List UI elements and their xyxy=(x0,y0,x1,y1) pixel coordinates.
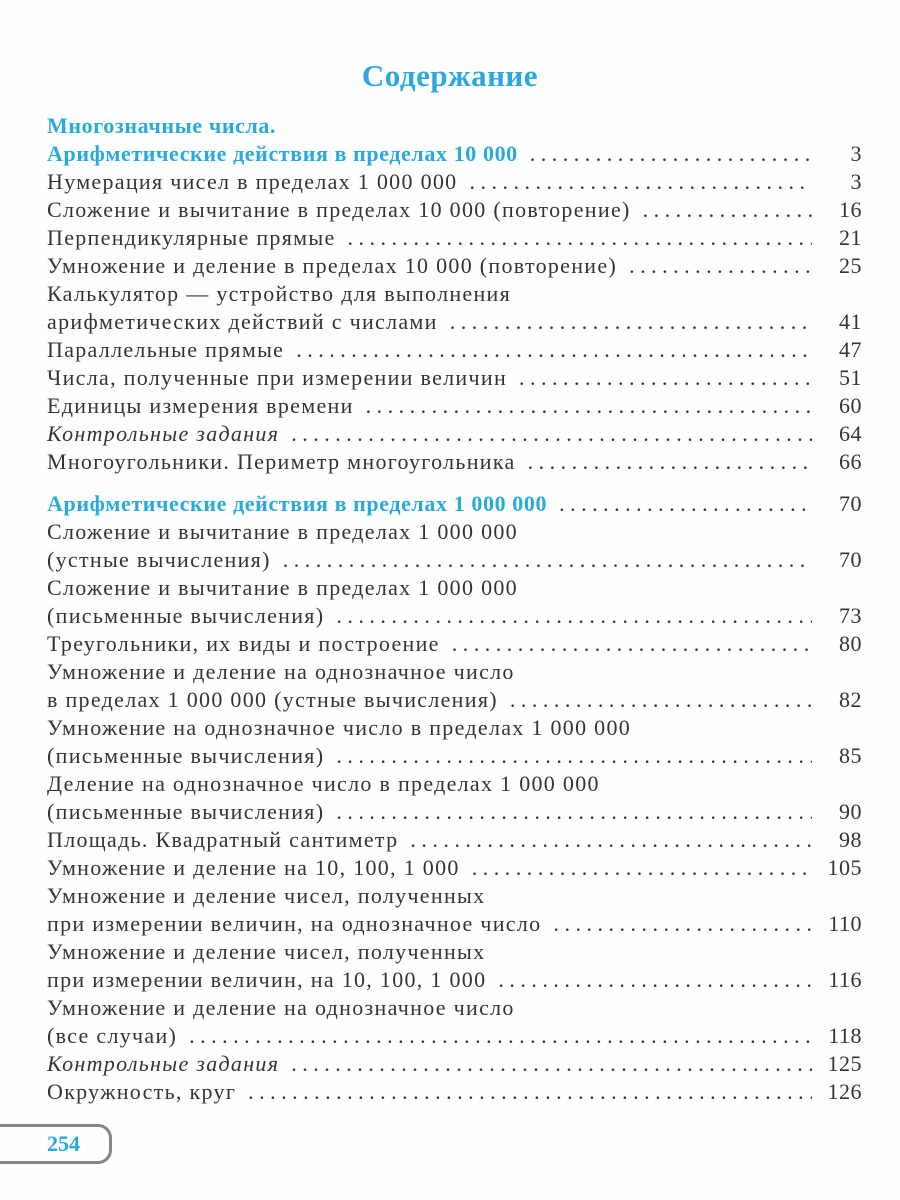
toc-line xyxy=(47,420,862,448)
toc-page-number: 116 xyxy=(828,967,862,992)
toc-line xyxy=(47,112,862,140)
page-title: Содержание xyxy=(361,58,539,93)
dot-leader xyxy=(452,630,812,658)
toc-line-text: Нумерация чисел в пределах 1 000 000 xyxy=(47,169,458,194)
toc-line-text: при измерении величин, на 10, 100, 1 000 xyxy=(47,967,487,992)
dot-leader xyxy=(291,420,812,448)
toc-line xyxy=(47,518,862,546)
toc-line-text: Арифметические действия в пределах 10 000 xyxy=(47,141,518,166)
toc-line-text: Контрольные задания xyxy=(47,1051,280,1076)
toc-line-text: арифметических действий с числами xyxy=(47,309,438,334)
dot-leader xyxy=(336,742,812,770)
toc-line xyxy=(47,910,862,938)
toc-line-text: Площадь. Квадратный сантиметр xyxy=(47,827,399,852)
toc-line-text: Перпендикулярные прямые xyxy=(47,225,336,250)
toc-line xyxy=(47,938,862,966)
dot-leader xyxy=(336,602,812,630)
dot-leader xyxy=(498,966,812,994)
toc-page-number: 51 xyxy=(839,365,862,390)
toc-line-text: Деление на однозначное число в пределах 1 000 000 xyxy=(47,771,600,796)
toc-line-text: при измерении величин, на однозначное число xyxy=(47,911,542,936)
toc-line-text: Многоугольники. Периметр многоугольника xyxy=(47,449,516,474)
toc-line xyxy=(47,336,862,364)
toc-line xyxy=(47,574,862,602)
toc-entry xyxy=(47,1050,862,1078)
toc-line-text: Умножение и деление на 10, 100, 1 000 xyxy=(47,855,460,880)
toc-page-number: 80 xyxy=(839,631,862,656)
toc-page-number: 16 xyxy=(839,197,862,222)
toc-page-number: 70 xyxy=(839,491,862,516)
toc-line xyxy=(47,770,862,798)
toc-line-text: Сложение и вычитание в пределах 1 000 000 xyxy=(47,575,518,600)
toc-line-text: Умножение на однозначное число в пределах 1 000 000 xyxy=(47,715,632,740)
toc-entry xyxy=(47,518,862,574)
toc-entry xyxy=(47,1078,862,1106)
toc-line-text: Сложение и вычитание в пределах 10 000 (повторение) xyxy=(47,197,631,222)
toc-entry xyxy=(47,938,862,994)
toc-line xyxy=(47,602,862,630)
toc-line-text: Треугольники, их виды и построение xyxy=(47,631,440,656)
toc-line xyxy=(47,280,862,308)
toc-entry xyxy=(47,392,862,420)
dot-leader xyxy=(450,308,812,336)
dot-leader xyxy=(291,1050,812,1078)
toc-page-number: 64 xyxy=(839,421,862,446)
toc-line xyxy=(47,966,862,994)
toc-line xyxy=(47,546,862,574)
toc-line-text: Умножение и деление чисел, полученных xyxy=(47,939,486,964)
toc-line xyxy=(47,742,862,770)
dot-leader xyxy=(410,826,812,854)
toc-section-heading xyxy=(47,490,862,518)
toc-line-text: Умножение и деление на однозначное число xyxy=(47,659,515,684)
toc-line xyxy=(47,1022,862,1050)
toc-entry xyxy=(47,168,862,196)
toc-line-text: в пределах 1 000 000 (устные вычисления) xyxy=(47,687,498,712)
page-number: 254 xyxy=(47,1131,80,1156)
toc-page-number: 90 xyxy=(839,799,862,824)
toc-entry xyxy=(47,630,862,658)
toc-page-number: 60 xyxy=(839,393,862,418)
toc-page-number: 25 xyxy=(839,253,862,278)
dot-leader xyxy=(528,448,812,476)
toc-line xyxy=(47,714,862,742)
toc-page-number: 70 xyxy=(839,547,862,572)
toc-page-number: 98 xyxy=(839,827,862,852)
toc-entry xyxy=(47,336,862,364)
toc-line-text: Числа, полученные при измерении величин xyxy=(47,365,508,390)
toc-line-text: Единицы измерения времени xyxy=(47,393,354,418)
toc-page-number: 66 xyxy=(839,449,862,474)
toc-page-number: 3 xyxy=(850,169,862,194)
toc-entry xyxy=(47,574,862,630)
toc-line-text: Параллельные прямые xyxy=(47,337,285,362)
toc-line-text: Контрольные задания xyxy=(47,421,280,446)
dot-leader xyxy=(366,392,812,420)
dot-leader xyxy=(472,854,812,882)
toc-page-number: 105 xyxy=(827,855,862,880)
toc-entry xyxy=(47,252,862,280)
toc-entry xyxy=(47,714,862,770)
toc-page-number: 85 xyxy=(839,743,862,768)
toc-page-number: 47 xyxy=(839,337,862,362)
dot-leader xyxy=(553,910,812,938)
toc-line-text: (письменные вычисления) xyxy=(47,603,325,628)
toc-page-number: 21 xyxy=(839,225,862,250)
toc-line-text: (письменные вычисления) xyxy=(47,743,325,768)
toc-page-number: 118 xyxy=(828,1023,862,1048)
toc-line xyxy=(47,364,862,392)
dot-leader xyxy=(530,140,812,168)
toc-line xyxy=(47,392,862,420)
table-of-contents xyxy=(47,112,862,1106)
toc-line xyxy=(47,168,862,196)
toc-section-heading xyxy=(47,112,862,168)
toc-entry xyxy=(47,882,862,938)
toc-line xyxy=(47,308,862,336)
toc-line xyxy=(47,490,862,518)
toc-entry xyxy=(47,658,862,714)
toc-page-number: 126 xyxy=(827,1079,862,1104)
toc-page-number: 125 xyxy=(827,1051,862,1076)
toc-entry xyxy=(47,364,862,392)
toc-entry xyxy=(47,420,862,448)
toc-line-text: Сложение и вычитание в пределах 1 000 000 xyxy=(47,519,518,544)
toc-line-text: Умножение и деление на однозначное число xyxy=(47,995,515,1020)
toc-line xyxy=(47,882,862,910)
toc-line xyxy=(47,448,862,476)
dot-leader xyxy=(643,196,812,224)
toc-line-text: Умножение и деление в пределах 10 000 (повторение) xyxy=(47,253,618,278)
toc-line xyxy=(47,994,862,1022)
toc-line-text: Калькулятор — устройство для выполнения xyxy=(47,281,512,306)
toc-line xyxy=(47,224,862,252)
dot-leader xyxy=(248,1078,812,1106)
toc-line-text: Умножение и деление чисел, полученных xyxy=(47,883,486,908)
toc-entry xyxy=(47,826,862,854)
dot-leader xyxy=(336,798,812,826)
dot-leader xyxy=(559,490,812,518)
toc-entry xyxy=(47,224,862,252)
toc-line xyxy=(47,1050,862,1078)
toc-page-number: 73 xyxy=(839,603,862,628)
toc-line xyxy=(47,140,862,168)
dot-leader xyxy=(469,168,812,196)
dot-leader xyxy=(629,252,812,280)
toc-line xyxy=(47,854,862,882)
toc-entry xyxy=(47,280,862,336)
toc-page-number: 82 xyxy=(839,687,862,712)
toc-line-text: Окружность, круг xyxy=(47,1079,237,1104)
dot-leader xyxy=(189,1022,812,1050)
toc-line xyxy=(47,658,862,686)
toc-line xyxy=(47,196,862,224)
toc-line xyxy=(47,1078,862,1106)
dot-leader xyxy=(510,686,812,714)
toc-page-number: 3 xyxy=(850,141,862,166)
toc-line-text: (все случаи) xyxy=(47,1023,178,1048)
toc-line xyxy=(47,826,862,854)
toc-entry xyxy=(47,770,862,826)
toc-line-text: Арифметические действия в пределах 1 000 000 xyxy=(47,491,548,516)
toc-line xyxy=(47,252,862,280)
toc-line-text: (устные вычисления) xyxy=(47,547,271,572)
toc-line xyxy=(47,798,862,826)
toc-page-number: 41 xyxy=(839,309,862,334)
dot-leader xyxy=(348,224,812,252)
toc-entry xyxy=(47,994,862,1050)
dot-leader xyxy=(283,546,812,574)
toc-line xyxy=(47,686,862,714)
toc-entry xyxy=(47,196,862,224)
toc-line-text: (письменные вычисления) xyxy=(47,799,325,824)
toc-line xyxy=(47,630,862,658)
dot-leader xyxy=(296,336,812,364)
toc-entry xyxy=(47,854,862,882)
toc-line-text: Многозначные числа. xyxy=(47,113,277,138)
toc-entry xyxy=(47,448,862,476)
dot-leader xyxy=(519,364,812,392)
toc-page-number: 110 xyxy=(828,911,862,936)
